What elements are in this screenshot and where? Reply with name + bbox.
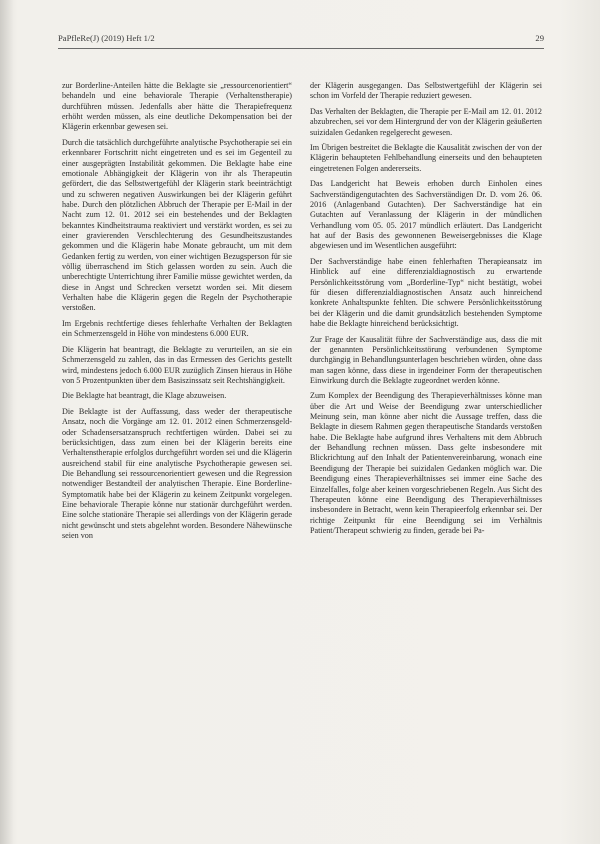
paragraph: Zum Komplex der Beendigung des Therapieverhältnisses könne man über die Art und Weise der Beendigung zwar unterschiedlicher Meinung sein, man könne aber nicht die Aussage treffen, dass die Beklagte in diesem Rahmen gegen therapeutische Standards verstoßen habe. Die Beklagte habe aufgrund ihres Verhaltens mit dem Abbruch der Behandlung rechnen müssen. Dass gelte insbesondere mit Blickrichtung auf den Inhalt der Patientenvereinbarung, wonach eine Beendigung der Therapie bei suizidalen Gedanken möglich war. Die Beendigung eines Therapieverhältnisses sei immer eine Sache des Einzelfalles, folge aber keinen vorgeschriebenen Regeln. Aus Sicht des Therapeuten könne eine Beendigung des Therapieverhältnisses insbesondere in Betracht, wenn kein Therapieerfolg erkennbar sei. Der richtige Zeitpunkt für eine Beendigung sei im Verhältnis Patient/Therapeut schwierig zu finden, gerade bei Pa- <box>310 391 542 535</box>
right-text-column <box>310 81 542 821</box>
paragraph: Im Übrigen bestreitet die Beklagte die Kausalität zwischen der von der Klägerin behaupteten Fehlbehandlung einerseits und den behaupteten eingetretenen Folgen andererseits. <box>310 143 542 173</box>
paragraph: Der Sachverständige habe einen fehlerhaften Therapieansatz im Hinblick auf eine differenzialdiagnostisch zu erwartende Persönlichkeitsstörung vom „Borderline-Typ“ nicht bestätigt, wobei für diesen differenzialdiagnostischen Ansatz auch hinreichend konkrete Anhaltspunkte fehlten. Die schwere Persönlichkeitsstörung bei der Klägerin und die damit grundsätzlich bestehenden Symptome habe die Beklagte hinreichend berücksichtigt. <box>310 256 542 328</box>
paragraph: der Klägerin ausgegangen. Das Selbstwertgefühl der Klägerin sei schon im Vorfeld der Therapie reduziert gewesen. <box>310 81 542 101</box>
journal-citation: PaPfleRe(J) (2019) Heft 1/2 <box>58 33 155 43</box>
paragraph: Die Beklagte hat beantragt, die Klage abzuweisen. <box>62 391 227 401</box>
page-number: 29 <box>535 33 544 43</box>
paragraph: Das Landgericht hat Beweis erhoben durch Einholen eines Sachverständigengutachten des Sachverständigen Dr. D. vom 26. 06. 2016 (Anlagenband Gutachten). Der Sachverständige hat ein Gutachten auf Veranlassung der Klägerin in der mündlichen Verhandlung vom 05. 05. 2017 mündlich erläutert. Das Landgericht hat auf der Basis des gewonnenen Beweisergebnisses die Klage abgewiesen und im Wesentlichen ausgeführt: <box>310 179 542 251</box>
paragraph: Im Ergebnis rechtfertige dieses fehlerhafte Verhalten der Beklagten ein Schmerzensgeld in Höhe von mindestens 6.000 EUR. <box>62 318 292 339</box>
paragraph: zur Borderline-Anteilen hätte die Beklagte sie „ressourcenorientiert“ behandeln und eine behaviorale Therapie (Verhaltenstherapie) durchführen müssen. Jedenfalls aber hätte die Therapiefrequenz erhöht werden müssen, als eine deutliche Dekompensation bei der Klägerin erkennbar gewesen sei. <box>62 81 292 132</box>
paragraph: Zur Frage der Kausalität führe der Sachverständige aus, dass die mit der genannten Persönlichkeitsstörung verbundenen Symptome durchgängig in Behandlungsunterlagen beschrieben würden, ohne dass man sagen könne, dass diese in irgendeiner Form der therapeutischen Einwirkung durch die Beklagte zugeordnet werden könne. <box>310 334 542 385</box>
paragraph: Die Beklagte ist der Auffassung, dass weder der therapeutische Ansatz, noch die Vorgänge am 12. 01. 2012 einen Schmerzensgeld- oder Schadensersatzanspruch rechtfertigen würden. Dabei sei zu berücksichtigen, dass zum einen bei der Klägerin bereits eine Verhaltenstherapie erfolglos durchgeführt worden sei und die Klägerin ausreichend stabil für eine analytische Psychotherapie gewesen sei. Die Behandlung sei ressourcenorientiert gewesen und die Regression notwendiger Bestandteil der analytischen Therapie. Eine Borderline-Symptomatik habe bei der Klägerin zu keinem Zeitpunkt vorgelegen. Eine behaviorale Therapie könne nur stationär durchgeführt werden. Eine solche stationäre Therapie sei allerdings von der Klägerin gerade nicht gewünscht und stets abgelehnt worden. Besondere Nähewünsche seien von <box>62 406 292 541</box>
running-header <box>58 33 544 47</box>
paragraph: Durch die tatsächlich durchgeführte analytische Psychotherapie sei ein erkennbarer Fortschritt nicht eingetreten und es sei im Gegenteil zu einer ausgeprägten Instabilität gekommen. Die Beklagte habe eine emotionale Abhängigkeit der Klägerin von ihr als Therapeutin gefördert, die das Selbstwertgefühl der Klägerin stark beeinträchtigt und zu schweren negativen Auswirkungen bei der Klägerin geführt habe. Durch den plötzlichen Abbruch der Therapie per E-Mail in der Nacht zum 12. 01. 2012 sei ein bestehendes und der Beklagten bekanntes Kindheitstrauma reaktiviert und verstärkt worden, es sei zu einer gravierenden Verschlechterung des Gesundheitszustandes gekommen und die Klägerin habe Monate gebraucht, um mit dem Gedanken fertig zu werden, von einer wichtigen Bezugsperson für sie völlig überraschend im Stich gelassen worden zu sein. Auch die unberechtigte Unterrichtung ihrer Familie müsse gewichtet werden, da diese in Angst und Schrecken versetzt worden sei. Mit diesem Verhalten habe die Klägerin gegen die Regeln der Psychotherapie verstoßen. <box>62 137 292 313</box>
paragraph: Das Verhalten der Beklagten, die Therapie per E-Mail am 12. 01. 2012 abzubrechen, sei vor dem Hintergrund der von der Klägerin geäußerten suizidalen Gedanken regelgerecht gewesen. <box>310 106 542 137</box>
left-text-column <box>62 81 292 821</box>
header-rule <box>58 48 544 49</box>
page-edge-shadow <box>0 0 14 844</box>
paragraph: Die Klägerin hat beantragt, die Beklagte zu verurteilen, an sie ein Schmerzensgeld zu zahlen, das in das Ermessen des Gerichts gestellt wird, mindestens jedoch 6.000 EUR zuzüglich Zinsen hieraus in Höhe von 5 Prozentpunkten über dem Basiszinssatz seit Rechtshängigkeit. <box>62 344 292 385</box>
